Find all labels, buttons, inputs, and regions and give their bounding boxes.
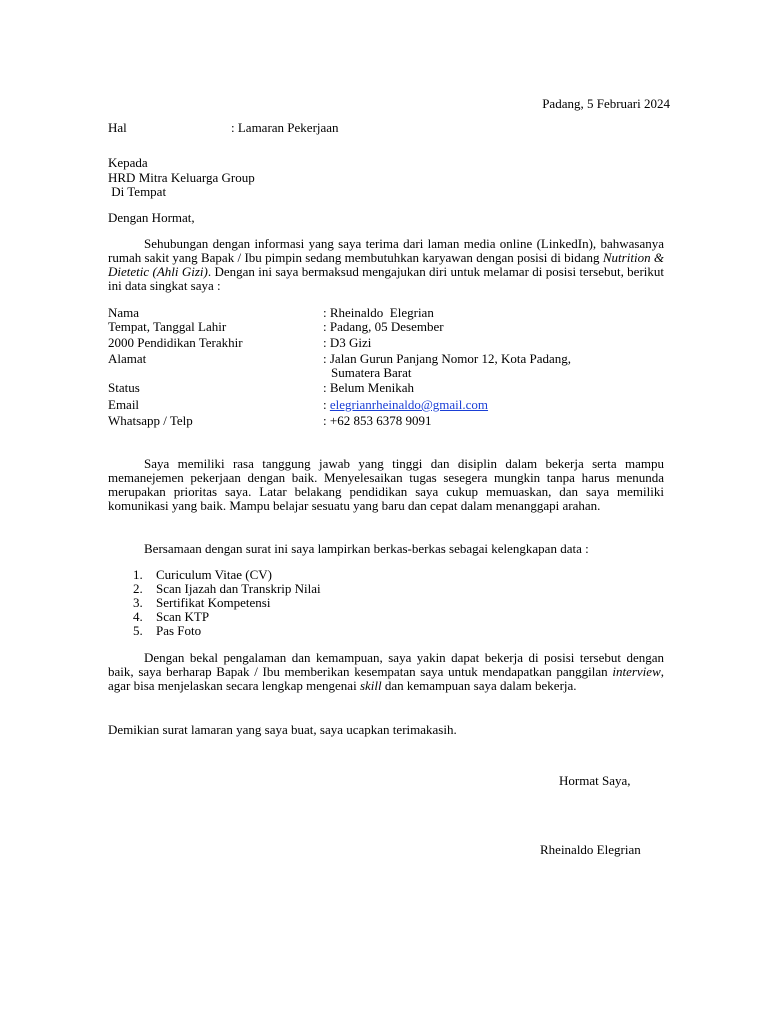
email-prefix: : [323, 397, 330, 412]
data-value: : Padang, 05 Desember [323, 319, 444, 334]
list-number: 5. [133, 623, 143, 638]
list-text: Sertifikat Kompetensi [156, 595, 271, 610]
data-label: Whatsapp / Telp [108, 413, 193, 428]
list-text: Scan Ijazah dan Transkrip Nilai [156, 581, 321, 596]
list-text: Pas Foto [156, 623, 202, 638]
final-sentence: Demikian surat lamaran yang saya buat, saya ucapkan terimakasih. [108, 722, 457, 737]
body-text: Saya memiliki rasa tanggung jawab yang tinggi dan disiplin dalam bekerja serta mampu memanejemen pekerjaan dengan baik. Menyelesaikan tugas sesegera mungkin tanpa harus menunda merupakan prioritas saya. Latar belakang pendidikan saya cukup memuaskan, dan saya memiliki komunikasi yang baik. Mampu belajar sesuatu yang baru dan cepat dalam menanggapi arahan. [108, 456, 664, 513]
intro-paragraph [108, 237, 664, 293]
data-value [323, 398, 488, 412]
data-value: : Rheinaldo Elegrian [323, 305, 434, 320]
data-label: Nama [108, 305, 140, 320]
closing-paragraph [108, 651, 664, 693]
closing-italic-1: interview [612, 664, 661, 679]
data-value: : Jalan Gurun Panjang Nomor 12, Kota Padang, [323, 351, 572, 366]
list-number: 1. [133, 567, 143, 582]
data-label: Tempat, Tanggal Lahir [108, 319, 227, 334]
list-number: 2. [133, 581, 143, 596]
sign-off: Hormat Saya, [559, 773, 631, 788]
signature-name: Rheinaldo Elegrian [540, 842, 641, 857]
data-value: : +62 853 6378 9091 [323, 413, 432, 428]
closing-italic-2: skill [359, 678, 382, 693]
list-number: 4. [133, 609, 143, 624]
list-text: Curiculum Vitae (CV) [156, 567, 272, 582]
data-label: Status [108, 380, 140, 395]
recipient-line-2: HRD Mitra Keluarga Group [108, 170, 255, 185]
data-value: : D3 Gizi [323, 335, 372, 350]
list-text: Scan KTP [156, 609, 210, 624]
greeting: Dengan Hormat, [108, 210, 195, 225]
intro-text-1: Sehubungan dengan informasi yang saya terima dari laman media online (LinkedIn), bahwasanya rumah sakit yang Bapak / Ibu pimpin sedang membutuhkan karyawan dengan posisi di bidang [108, 236, 664, 265]
subject-label: Hal [108, 120, 127, 135]
data-value-continued: Sumatera Barat [331, 365, 412, 380]
attachments-intro: Bersamaan dengan surat ini saya lampirkan berkas-berkas sebagai kelengkapan data : [144, 541, 589, 556]
intro-text-2: . Dengan ini saya bermaksud mengajukan diri untuk melamar di posisi tersebut, berikut ini data singkat saya : [108, 264, 664, 293]
closing-text-2: , agar bisa menjelaskan secara lengkap mengenai [108, 664, 664, 693]
recipient-line-3: Di Tempat [108, 184, 167, 199]
data-label: Alamat [108, 351, 147, 366]
data-label: Email [108, 397, 140, 412]
closing-text-1: Dengan bekal pengalaman dan kemampuan, saya yakin dapat bekerja di posisi tersebut dengan baik, saya berharap Bapak / Ibu memberikan kesempatan saya untuk mendapatkan panggilan [108, 650, 664, 679]
list-number: 3. [133, 595, 143, 610]
recipient-line-1: Kepada [108, 155, 148, 170]
data-value: : Belum Menikah [323, 380, 414, 395]
letter-date: Padang, 5 Februari 2024 [542, 96, 670, 111]
intro-italic: Nutrition & Dietetic (Ahli Gizi) [108, 250, 664, 279]
subject-value: : Lamaran Pekerjaan [231, 120, 339, 135]
data-label: 2000 Pendidikan Terakhir [108, 335, 243, 350]
body-paragraph [108, 457, 664, 513]
closing-text-3: dan kemampuan saya dalam bekerja. [381, 678, 577, 693]
email-link[interactable]: elegrianrheinaldo@gmail.com [329, 397, 489, 412]
